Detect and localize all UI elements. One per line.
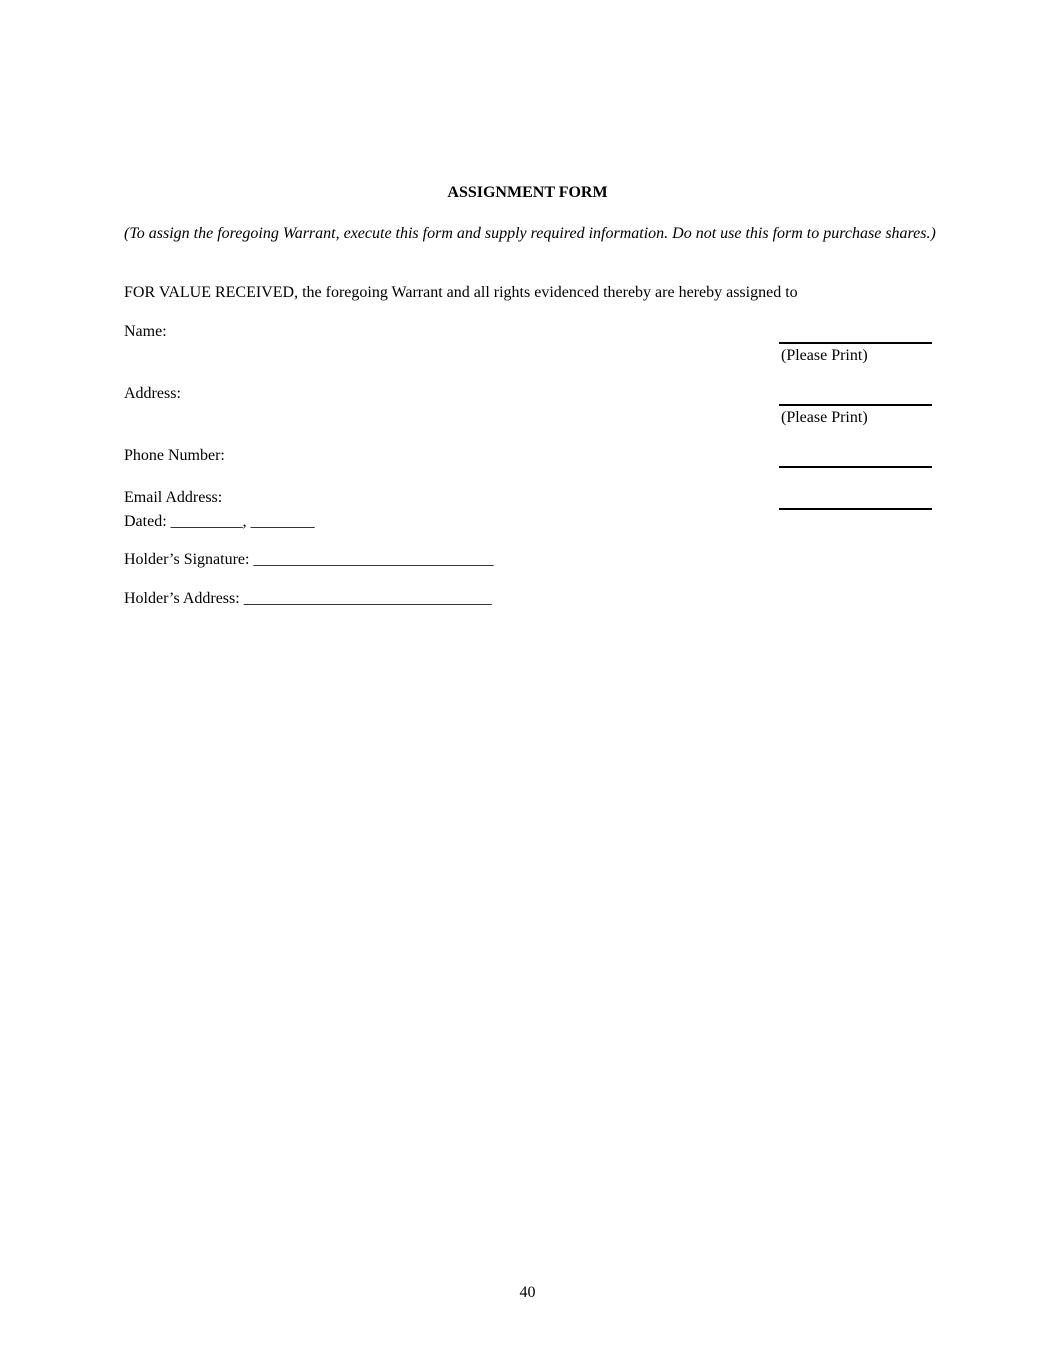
address-print-hint: (Please Print) [781,409,868,426]
email-label: Email Address: [124,489,223,506]
dated-line[interactable]: Dated: _________, ________ [124,513,315,530]
address-field-line[interactable] [779,404,932,406]
holder-signature-line[interactable]: Holder’s Signature: ______________________________ [124,551,494,568]
page-number: 40 [519,1284,536,1301]
phone-label: Phone Number: [124,447,225,464]
name-label: Name: [124,323,167,340]
form-instructions: (To assign the foregoing Warrant, execute this form and supply required information. Do not use this form to purchase shares.) [124,225,936,242]
name-print-hint: (Please Print) [781,347,868,364]
form-title: ASSIGNMENT FORM [447,184,608,201]
phone-field-line[interactable] [779,466,932,468]
assignment-statement: FOR VALUE RECEIVED, the foregoing Warrant and all rights evidenced thereby are hereby assigned to [124,284,798,301]
email-field-line[interactable] [779,508,932,510]
address-label: Address: [124,385,181,402]
holder-address-line[interactable]: Holder’s Address: _______________________________ [124,590,492,607]
name-field-line[interactable] [779,342,932,344]
